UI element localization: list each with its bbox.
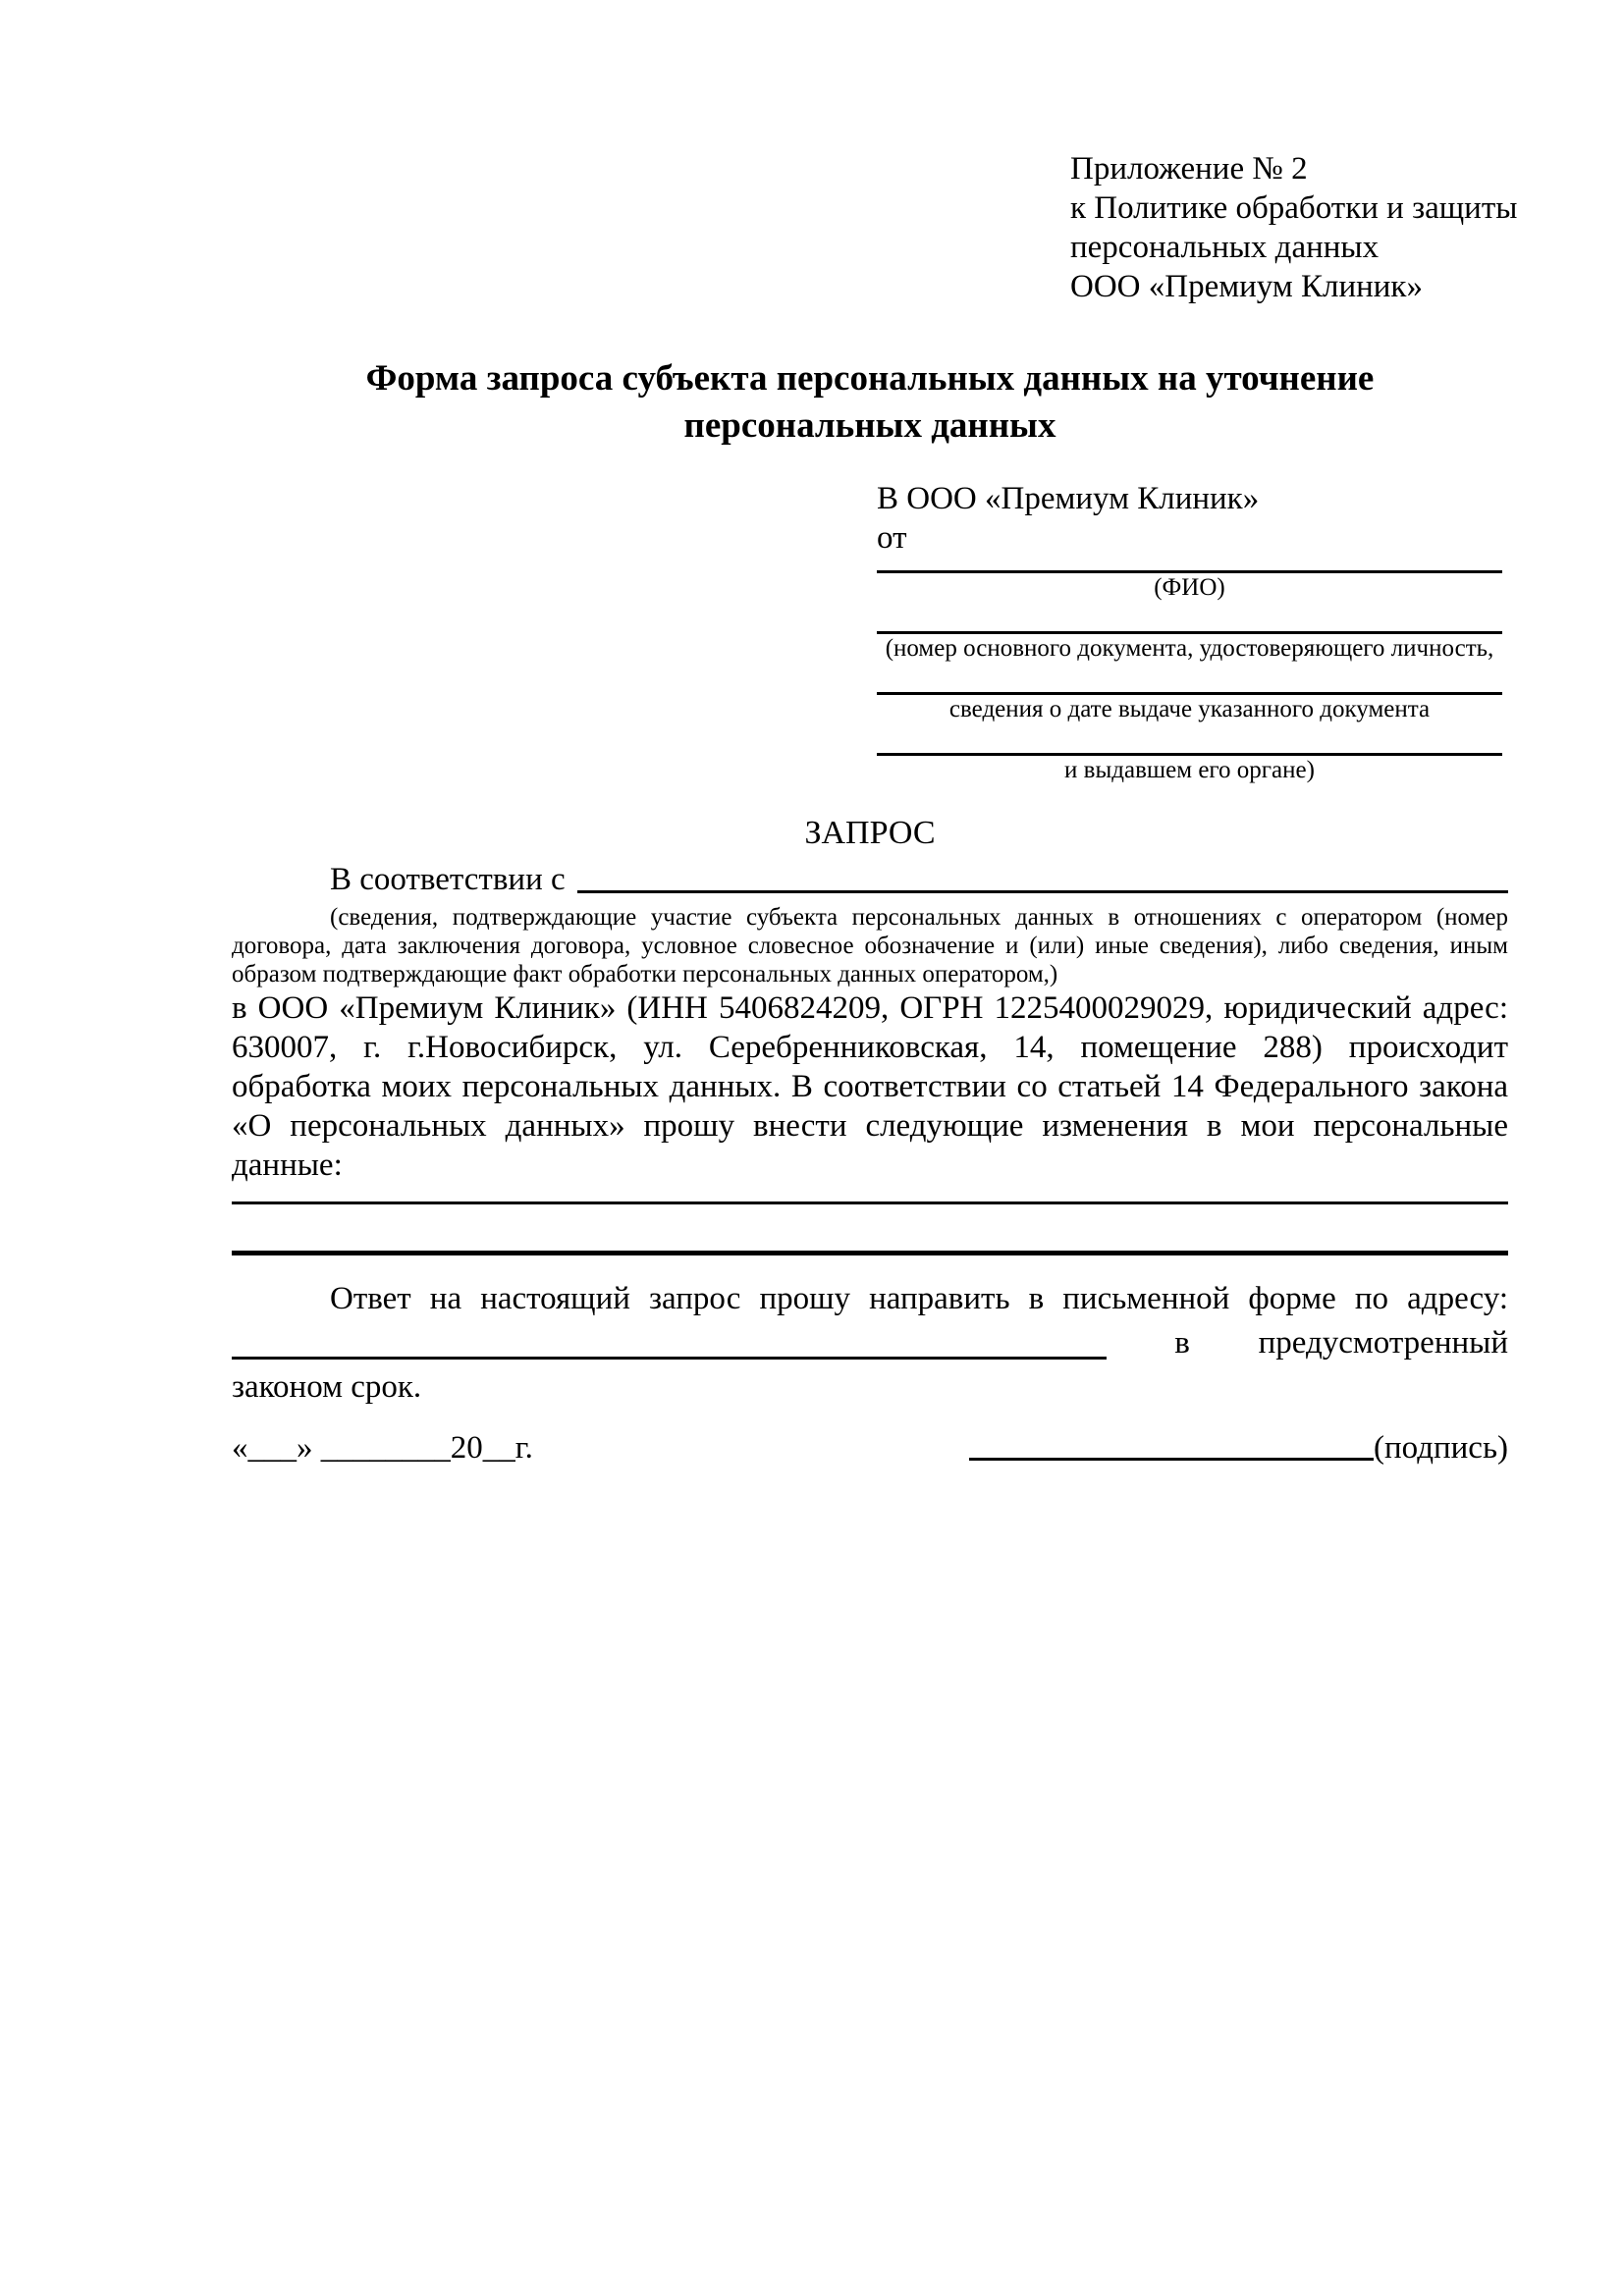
request-heading: ЗАПРОС xyxy=(804,815,936,851)
date-blank-line: «___» ________20__г. xyxy=(232,1430,533,1466)
date-signature-row xyxy=(232,1428,1508,1468)
request-footnote: (сведения, подтверждающие участие субъекта персональных данных в отношениях с оператором (номер договора, дата заключения договора, условное словесное обозначение и (или) иные сведения), либо сведения, иным образом подтверждающие факт обработки персональных данных оператором,) xyxy=(232,904,1508,988)
document-number-blank-line xyxy=(877,618,1502,634)
reply-address-blank-line xyxy=(232,1340,1107,1360)
changes-blank-line-2 xyxy=(232,1204,1508,1255)
reply-paragraph-lead: Ответ на настоящий запрос прошу направить в письменной форме по адресу: xyxy=(330,1281,1508,1316)
field-document-number xyxy=(877,618,1502,664)
addressee-block xyxy=(877,479,1502,785)
issuing-authority-blank-line xyxy=(877,740,1502,756)
request-lead-text: В соответствии с xyxy=(330,862,566,897)
appendix-block xyxy=(1070,149,1518,306)
request-lead-row xyxy=(232,860,1508,899)
field-fio xyxy=(877,558,1502,603)
changes-blank-line-1 xyxy=(232,1189,1508,1204)
signature-caption: (подпись) xyxy=(1374,1430,1508,1466)
fio-caption: (ФИО) xyxy=(1154,574,1225,601)
signature-group xyxy=(969,1428,1508,1468)
reply-word-stipulated: предусмотренный xyxy=(1258,1325,1508,1361)
reply-address-row xyxy=(232,1318,1508,1367)
addressee-from-label: от xyxy=(877,520,907,556)
appendix-line-4: ООО «Премиум Клиник» xyxy=(1070,269,1423,304)
reply-word-in: в xyxy=(1174,1325,1190,1361)
issuing-authority-caption: и выдавшем его органе) xyxy=(1064,757,1315,783)
issue-date-blank-line xyxy=(877,679,1502,695)
signature-blank-line xyxy=(969,1441,1374,1461)
request-body-paragraph: в ООО «Премиум Клиник» (ИНН 5406824209, ОГРН 1225400029029, юридический адрес: 630007, г. г.Новосибирск, ул. Серебренниковская, 14, помещение 288) происходит обработка моих персональных данных. В соответствии со статьей 14 Федерального закона «О персональных данных» прошу внести следующие изменения в мои персональные данные: xyxy=(232,990,1508,1183)
fio-blank-line xyxy=(877,558,1502,573)
addressee-to: В ООО «Премиум Клиник» xyxy=(877,481,1260,516)
appendix-line-2: к Политике обработки и защиты xyxy=(1070,190,1518,226)
appendix-line-1: Приложение № 2 xyxy=(1070,151,1308,187)
document-title: Форма запроса субъекта персональных данных на уточнение персональных данных xyxy=(365,358,1375,446)
request-lead-blank-line xyxy=(577,860,1508,893)
appendix-line-3: персональных данных xyxy=(1070,230,1380,265)
field-issue-date xyxy=(877,679,1502,724)
field-issuing-authority xyxy=(877,740,1502,785)
reply-paragraph-tail: законом срок. xyxy=(232,1369,422,1405)
document-number-caption: (номер основного документа, удостоверяющего личность, xyxy=(885,635,1494,662)
issue-date-caption: сведения о дате выдаче указанного документа xyxy=(948,696,1431,722)
